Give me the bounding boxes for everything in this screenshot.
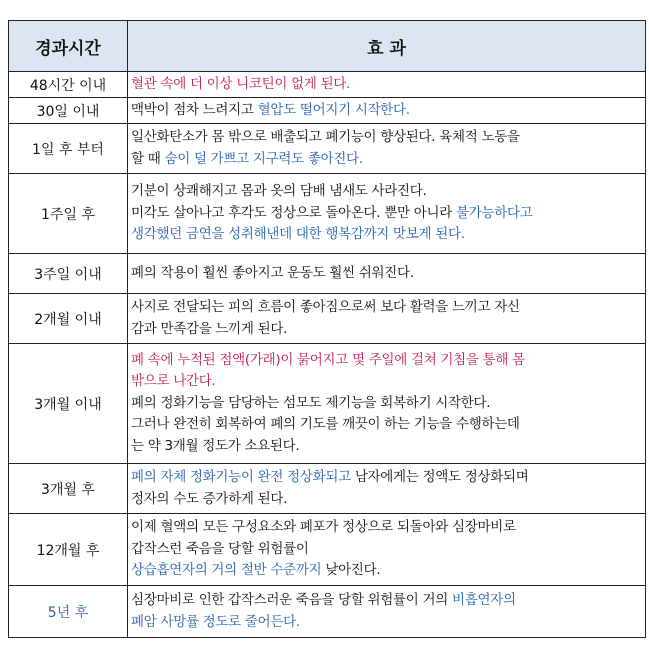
effect-text: 일산화탄소가 몸 밖으로 배출되고 폐기능이 향상된다. 육체적 노동을 xyxy=(131,129,520,145)
effect-line xyxy=(131,539,642,561)
table-row xyxy=(9,254,646,294)
effect-text: 정자의 수도 증가하게 된다. xyxy=(131,490,288,507)
effect-text: 기분이 상쾌해지고 몸과 옷의 담배 냄새도 사라진다. xyxy=(131,183,427,200)
effect-text: 감과 만족감을 느끼게 된다. xyxy=(131,320,288,337)
table-row xyxy=(9,514,646,586)
table-row xyxy=(9,344,646,464)
table-row xyxy=(9,464,646,514)
effect-text: 불가능하다고 xyxy=(455,204,533,221)
effect-line xyxy=(131,127,642,149)
table-row xyxy=(9,294,646,344)
effect-cell xyxy=(128,124,646,174)
effect-line xyxy=(131,203,642,225)
effect-text: 비흡연자의 xyxy=(451,592,516,608)
effect-line xyxy=(131,590,642,612)
effect-line xyxy=(131,297,642,319)
effect-line xyxy=(131,350,642,372)
effect-text: 할 때 xyxy=(131,150,165,167)
effect-cell xyxy=(128,294,646,344)
effect-text: 폐암 사망률 정도로 줄어든다. xyxy=(131,613,300,630)
effect-line xyxy=(131,467,642,489)
effect-line xyxy=(131,74,642,96)
effect-cell xyxy=(128,514,646,586)
effect-text: 이제 혈액의 모든 구성요소와 폐포가 정상으로 되돌아와 심장마비로 xyxy=(131,519,516,536)
table-row xyxy=(9,98,646,124)
effect-line xyxy=(131,436,642,458)
effect-line xyxy=(131,100,642,122)
effect-line xyxy=(131,517,642,539)
effect-line xyxy=(131,263,642,285)
elapsed-time-cell: 5년 후 xyxy=(9,586,128,638)
effect-line xyxy=(131,393,642,415)
effect-line xyxy=(131,181,642,203)
effect-text: 심장마비로 인한 갑작스러운 죽음을 당할 위험률이 거의 xyxy=(131,592,452,608)
effect-cell xyxy=(128,98,646,124)
effect-cell xyxy=(128,586,646,638)
effect-line xyxy=(131,224,642,246)
elapsed-time-cell: 1일 후 부터 xyxy=(9,124,128,174)
effect-text: 는 약 3개월 정도가 소요된다. xyxy=(131,437,300,454)
elapsed-time-cell: 3개월 이내 xyxy=(9,344,128,464)
effect-line xyxy=(131,149,642,171)
effect-cell xyxy=(128,72,646,98)
effect-text: 그러나 완전히 회복하여 폐의 기도를 깨끗이 하는 기능을 수행하는데 xyxy=(131,416,520,433)
smoking-cessation-effects-table xyxy=(8,20,646,638)
elapsed-time-cell: 1주일 후 xyxy=(9,174,128,254)
elapsed-time-cell: 3주일 이내 xyxy=(9,254,128,294)
effect-text: 갑작스런 죽음을 당할 위험률이 xyxy=(131,540,309,557)
effect-text: 혈관 속에 더 이상 니코틴이 없게 된다. xyxy=(131,75,351,92)
effect-text: 남자에게는 정액도 정상화되며 xyxy=(350,469,529,485)
effect-cell xyxy=(128,464,646,514)
effect-text: 미각도 살아나고 후각도 정상으로 돌아온다. 뿐만 아니라 xyxy=(131,204,456,221)
time-column-header: 경과시간 xyxy=(9,21,128,72)
effect-cell xyxy=(128,174,646,254)
effect-line xyxy=(131,371,642,393)
effect-text: 숨이 덜 가쁘고 지구력도 좋아진다. xyxy=(164,150,363,167)
effect-text: 맥박이 점차 느려지고 xyxy=(131,101,258,118)
effect-text: 폐의 작용이 훨씬 좋아지고 운동도 훨씬 쉬워진다. xyxy=(131,264,414,281)
effect-text: 사지로 전달되는 피의 흐름이 좋아짐으로써 보다 활력을 느끼고 자신 xyxy=(131,299,520,315)
effect-cell xyxy=(128,344,646,464)
effect-text: 혈압도 떨어지기 시작한다. xyxy=(257,101,410,118)
header-row xyxy=(9,21,646,72)
effect-text: 폐 속에 누적된 점액(가래)이 묽어지고 몇 주일에 걸쳐 기침을 통해 몸 xyxy=(131,351,525,368)
effect-line xyxy=(131,560,642,582)
elapsed-time-cell: 30일 이내 xyxy=(9,98,128,124)
effect-text: 낮아진다. xyxy=(321,562,381,579)
elapsed-time-cell: 48시간 이내 xyxy=(9,72,128,98)
table-row xyxy=(9,72,646,98)
table-row xyxy=(9,586,646,638)
table-body xyxy=(9,72,646,638)
effect-column-header: 효 과 xyxy=(128,21,646,72)
effect-text: 생각했던 금연을 성취해낸데 대한 행복감까지 맛보게 된다. xyxy=(131,226,465,243)
table-row xyxy=(9,124,646,174)
effect-cell xyxy=(128,254,646,294)
elapsed-time-cell: 12개월 후 xyxy=(9,514,128,586)
effect-text: 상습흡연자의 거의 절반 수준까지 xyxy=(131,562,322,579)
table-row xyxy=(9,174,646,254)
effect-line xyxy=(131,612,642,634)
effect-text: 밖으로 나간다. xyxy=(131,373,216,390)
effect-line xyxy=(131,414,642,436)
effect-text: 폐의 정화기능을 담당하는 섬모도 제기능을 회복하기 시작한다. xyxy=(131,394,491,411)
effect-line xyxy=(131,319,642,341)
elapsed-time-cell: 2개월 이내 xyxy=(9,294,128,344)
effect-text: 폐의 자체 정화기능이 완전 정상화되고 xyxy=(131,469,351,485)
effect-line xyxy=(131,489,642,511)
elapsed-time-cell: 3개월 후 xyxy=(9,464,128,514)
